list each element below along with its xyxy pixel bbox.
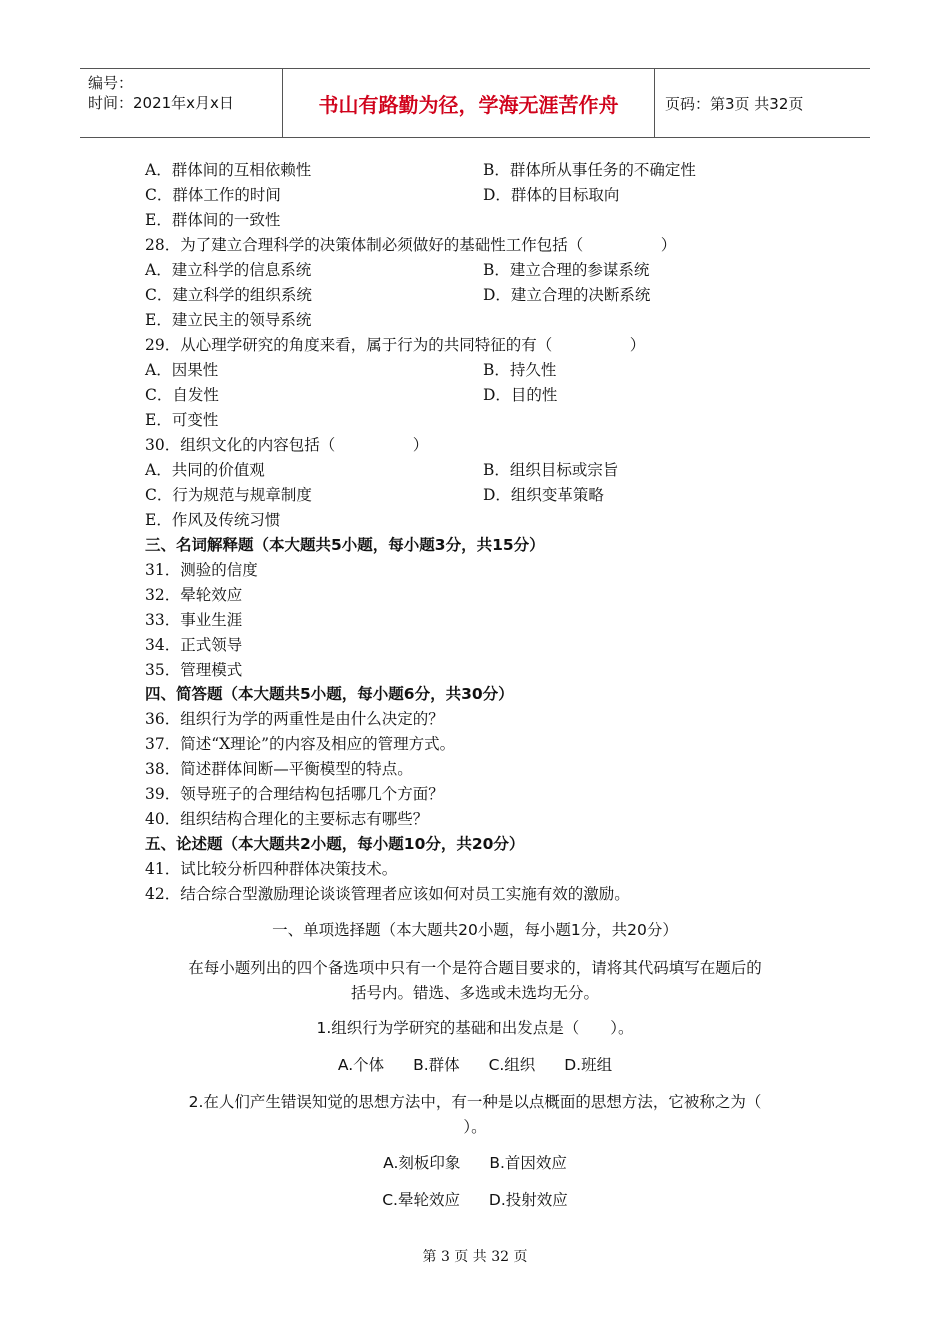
option-d: D．组织变革策略 (483, 486, 604, 504)
question-item: 35．管理模式 (145, 661, 243, 679)
question-item: 41．试比较分析四种群体决策技术。 (145, 860, 398, 878)
options-row (0, 1152, 950, 1174)
option-c: C．行为规范与规章制度 (145, 486, 312, 504)
question-stem: 1.组织行为学研究的基础和出发点是（ ）。 (316, 1019, 634, 1037)
instruction-text: 在每小题列出的四个备选项中只有一个是符合题目要求的，请将其代码填写在题后的 (188, 959, 762, 977)
options-row (0, 1189, 950, 1211)
question-item: 39．领导班子的合理结构包括哪几个方面？ (145, 785, 444, 803)
option-d: D．群体的目标取向 (483, 186, 620, 204)
question-stem: 2.在人们产生错误知觉的思想方法中，有一种是以点概面的思想方法，它被称之为（ (188, 1093, 762, 1111)
option-c: C．自发性 (145, 386, 219, 404)
question-item: 40．组织结构合理化的主要标志有哪些？ (145, 810, 429, 828)
code-label: 编号： (88, 74, 134, 92)
question-item: 31．测验的信度 (145, 561, 258, 579)
option-d: D．目的性 (483, 386, 558, 404)
option-b: B.首因效应 (489, 1154, 567, 1172)
question-stem: 30．组织文化的内容包括（ ） (145, 436, 429, 454)
question-item: 32．晕轮效应 (145, 586, 243, 604)
option-a: A．群体间的互相依赖性 (145, 161, 312, 179)
question-item: 38．简述群体间断—平衡模型的特点。 (145, 760, 413, 778)
question-stem: ）。 (463, 1118, 487, 1136)
option-c: C.晕轮效应 (382, 1191, 460, 1209)
option-a: A.个体 (337, 1056, 385, 1074)
option-d: D．建立合理的决断系统 (483, 286, 651, 304)
header-page-label: 页码：第3页 共32页 (665, 94, 804, 113)
page-header (80, 68, 870, 138)
option-a: A．共同的价值观 (145, 461, 265, 479)
question-item: 33．事业生涯 (145, 611, 243, 629)
option-b: B.群体 (413, 1056, 460, 1074)
option-a: A．因果性 (145, 361, 219, 379)
instruction-text: 括号内。错选、多选或未选均无分。 (350, 984, 599, 1002)
option-b: B．持久性 (483, 361, 557, 379)
section-title: 四、简答题（本大题共5小题，每小题6分，共30分） (145, 685, 514, 703)
option-b: B．建立合理的参谋系统 (483, 261, 650, 279)
date-label: 时间：2021年x月x日 (88, 94, 234, 112)
question-item: 42．结合综合型激励理论谈谈管理者应该如何对员工实施有效的激励。 (145, 885, 630, 903)
option-c: C．建立科学的组织系统 (145, 286, 312, 304)
option-e: E．可变性 (145, 411, 219, 429)
option-b: B．组织目标或宗旨 (483, 461, 619, 479)
option-e: E．建立民主的领导系统 (145, 311, 312, 329)
option-e: E．群体间的一致性 (145, 211, 281, 229)
question-stem: 28．为了建立合理科学的决策体制必须做好的基础性工作包括（ ） (145, 236, 677, 254)
option-c: C.组织 (488, 1056, 536, 1074)
option-c: C．群体工作的时间 (145, 186, 281, 204)
option-a: A.刻板印象 (383, 1154, 461, 1172)
section-title: 五、论述题（本大题共2小题，每小题10分，共20分） (145, 835, 525, 853)
question-item: 37．简述“X理论”的内容及相应的管理方式。 (145, 735, 456, 753)
option-e: E．作风及传统习惯 (145, 511, 281, 529)
section-title: 三、名词解释题（本大题共5小题，每小题3分，共15分） (145, 536, 545, 554)
part-title: 一、单项选择题（本大题共20小题，每小题1分，共20分） (272, 921, 678, 939)
header-motto: 书山有路勤为径，学海无涯苦作舟 (318, 92, 619, 117)
option-d: D.投射效应 (488, 1191, 568, 1209)
page-footer: 第 3 页 共 32 页 (422, 1249, 528, 1265)
options-row (0, 1054, 950, 1076)
question-item: 36．组织行为学的两重性是由什么决定的？ (145, 710, 444, 728)
header-meta (80, 69, 282, 137)
question-item: 34．正式领导 (145, 636, 243, 654)
question-stem: 29．从心理学研究的角度来看，属于行为的共同特征的有（ ） (145, 336, 646, 354)
option-d: D.班组 (564, 1056, 613, 1074)
option-a: A．建立科学的信息系统 (145, 261, 312, 279)
option-b: B．群体所从事任务的不确定性 (483, 161, 696, 179)
